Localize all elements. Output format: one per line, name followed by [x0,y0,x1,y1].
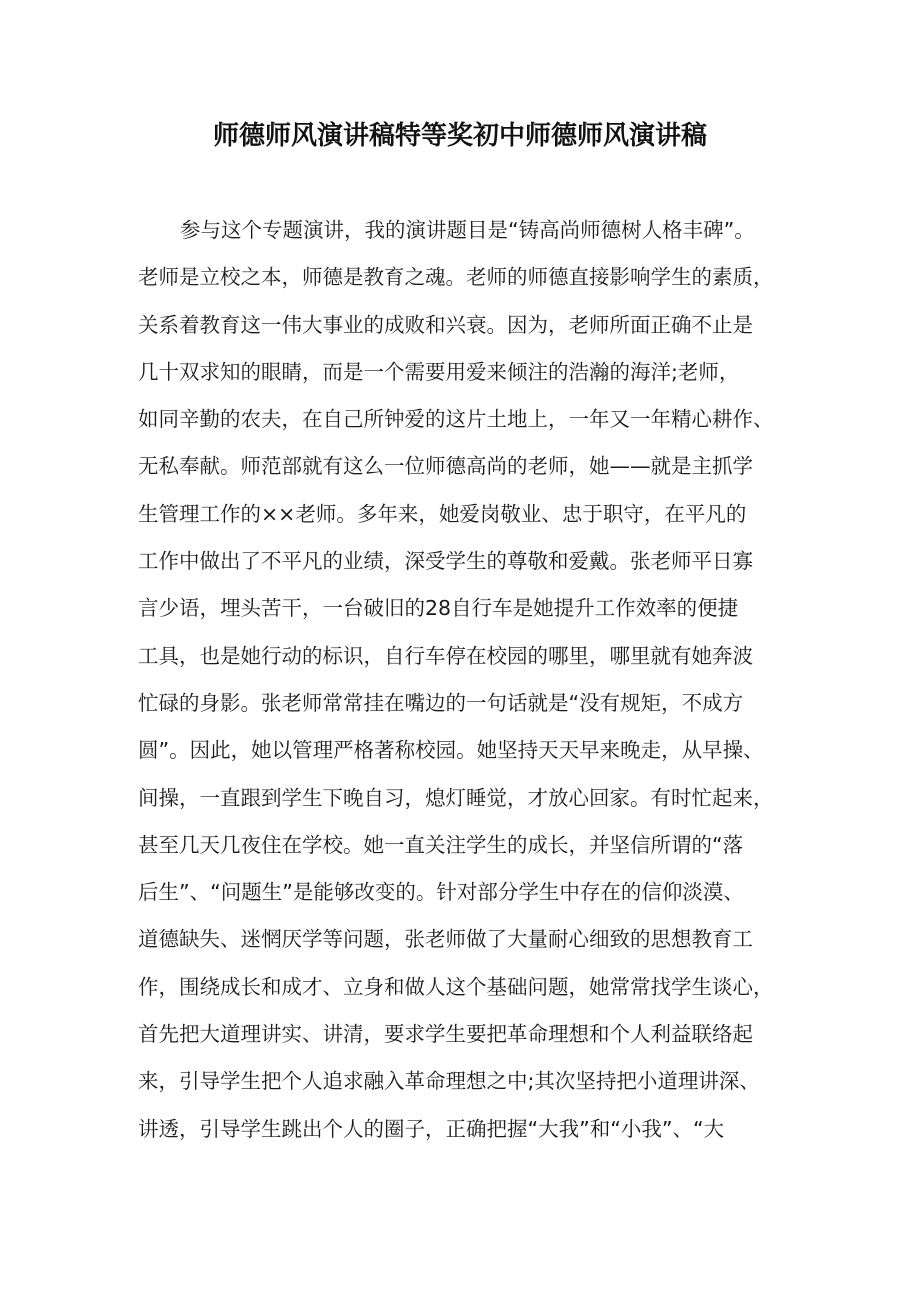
paragraph-line: 作，围绕成长和成才、立身和做人这个基础问题，她常常找学生谈心， [138,974,774,999]
paragraph-line: 几十双求知的眼睛，而是一个需要用爱来倾注的浩瀚的海洋;老师， [138,359,740,384]
paragraph-line: 生管理工作的××老师。多年来，她爱岗敬业、忠于职守，在平凡的 [138,501,747,526]
paragraph-line: 忙碌的身影。张老师常常挂在嘴边的一句话就是“没有规矩，不成方 [138,690,744,715]
paragraph-line: 道德缺失、迷惘厌学等问题，张老师做了大量耐心细致的思想教育工 [138,927,753,952]
paragraph-line: 圆”。因此，她以管理严格著称校园。她坚持天天早来晚走，从早操、 [138,738,764,763]
paragraph-line: 参与这个专题演讲，我的演讲题目是“铸高尚师德树人格丰碑”。 [180,218,755,242]
paragraph-line: 无私奉献。师范部就有这么一位师德高尚的老师，她——就是主抓学 [138,454,753,479]
paragraph-line: 后生”、“问题生”是能够改变的。针对部分学生中存在的信仰淡漠、 [138,880,744,905]
paragraph-line: 关系着教育这一伟大事业的成败和兴衰。因为，老师所面正确不止是 [138,312,753,337]
paragraph-line: 首先把大道理讲实、讲清，要求学生要把革命理想和个人利益联络起 [138,1022,753,1047]
paragraph-line: 工作中做出了不平凡的业绩，深受学生的尊敬和爱戴。张老师平日寡 [138,549,753,574]
paragraph-line: 甚至几天几夜住在学校。她一直关注学生的成长，并坚信所谓的“落 [138,832,744,857]
paragraph-line: 老师是立校之本，师德是教育之魂。老师的师德直接影响学生的素质， [138,265,774,290]
document-title: 师德师风演讲稿特等奖初中师德师风演讲稿 [212,121,707,151]
paragraph-line: 间操，一直跟到学生下晚自习，熄灯睡觉，才放心回家。有时忙起来， [138,785,774,810]
paragraph-line: 讲透，引导学生跳出个人的圈子，正确把握“大我”和“小我”、“大 [138,1116,725,1141]
document-body [138,212,788,1158]
paragraph-line: 工具，也是她行动的标识，自行车停在校园的哪里，哪里就有她奔波 [138,643,753,668]
paragraph-line: 如同辛勤的农夫，在自己所钟爱的这片土地上，一年又一年精心耕作、 [138,407,774,432]
paragraph-line: 言少语，埋头苦干，一台破旧的28自行车是她提升工作效率的便捷 [138,596,739,621]
paragraph-line: 来，引导学生把个人追求融入革命理想之中;其次坚持把小道理讲深、 [138,1069,760,1094]
